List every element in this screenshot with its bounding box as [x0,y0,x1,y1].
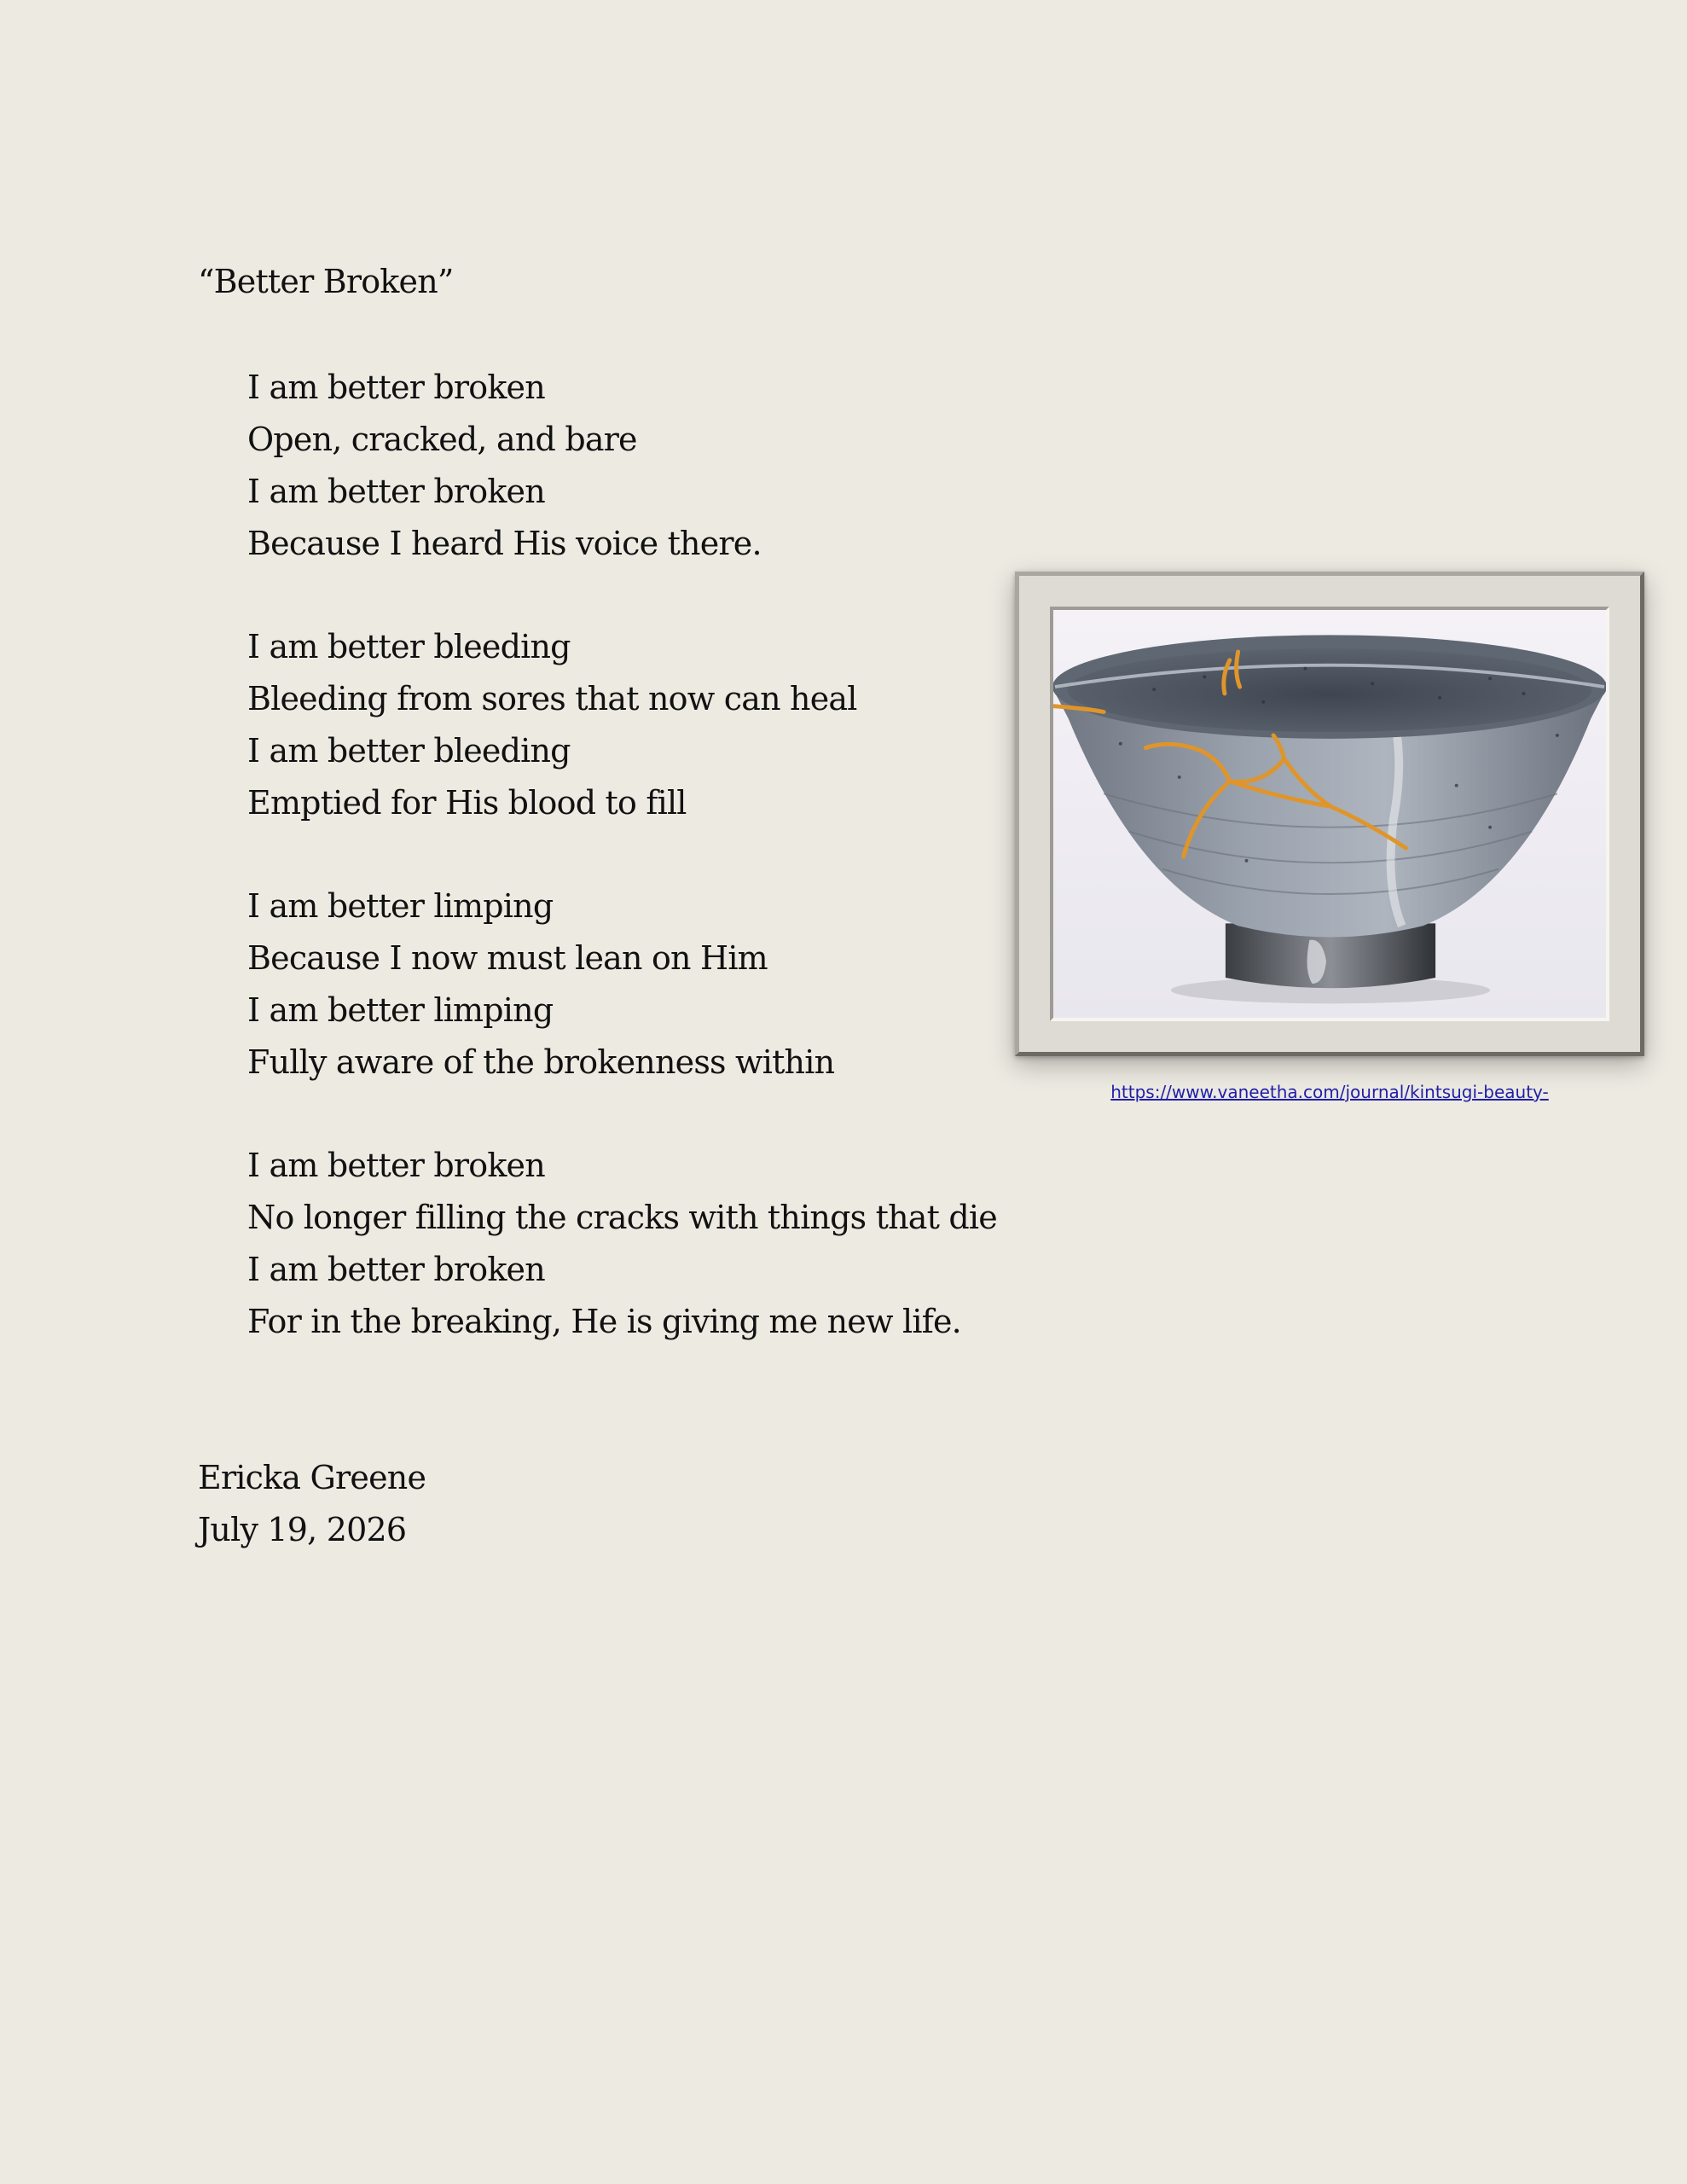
poem-line: Bleeding from sores that now can heal [247,680,857,717]
poem-line: I am better broken [247,1251,545,1288]
poem-line: I am better bleeding [247,732,571,770]
poem-line: Because I now must lean on Him [247,939,768,977]
poem-line: I am better broken [247,1147,545,1184]
poem-line: I am better broken [247,369,545,406]
signature-date: July 19, 2026 [198,1511,407,1548]
stanza-4 [247,1140,997,1348]
kintsugi-bowl-image [1050,607,1609,1021]
framed-image [1015,572,1644,1056]
poem-line: For in the breaking, He is giving me new life. [247,1303,961,1340]
poem-body [247,362,997,1399]
poem-line: Fully aware of the brokenness within [247,1043,835,1081]
poem-line: I am better limping [247,991,554,1029]
poem-line: I am better bleeding [247,628,571,665]
poem-line: I am better broken [247,473,545,510]
poem-line: No longer filling the cracks with things that die [247,1199,997,1236]
author-name: Ericka Greene [198,1459,426,1496]
stanza-1 [247,362,997,570]
stanza-3 [247,880,997,1089]
poem-line: Emptied for His blood to fill [247,784,687,822]
stanza-2 [247,621,997,829]
poem-line: Open, cracked, and bare [247,421,637,458]
image-source-link[interactable]: https://www.vaneetha.com/journal/kintsugi-beauty- [1110,1082,1549,1102]
signature-block [198,1452,426,1556]
poem-line: Because I heard His voice there. [247,525,762,562]
poem-line: I am better limping [247,887,554,925]
poem-title: “Better Broken” [198,263,454,300]
